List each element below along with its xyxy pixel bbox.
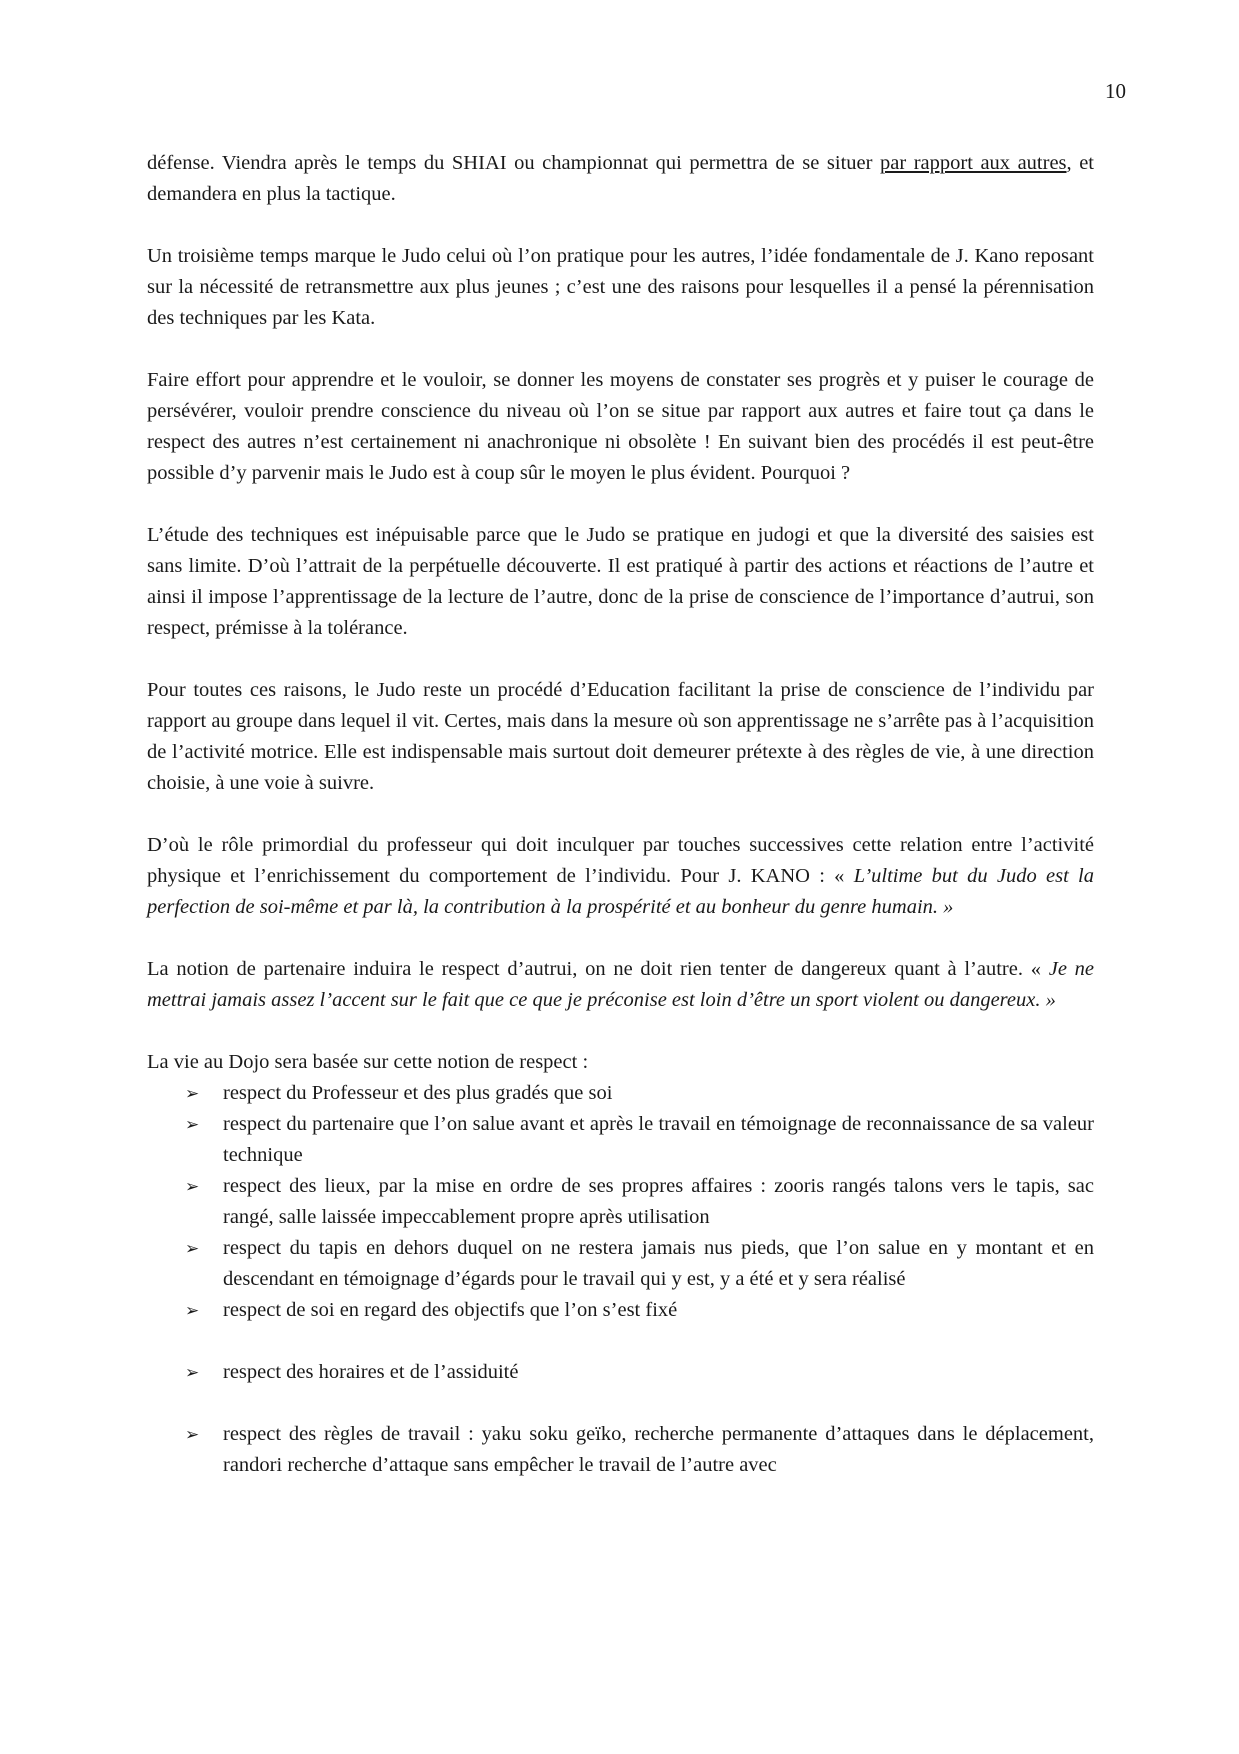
kano-quote-2: Je ne mettrai jamais assez l’accent sur le fait que ce que je préconise est loin d’être un sport violent ou dangereux. » <box>147 958 1095 1011</box>
arrow-bullet-icon: ➢ <box>185 1239 200 1258</box>
list-item <box>147 1357 1094 1388</box>
paragraph-3: Faire effort pour apprendre et le vouloir, se donner les moyens de constater ses progrès et y puiser le courage de persévérer, vouloir prendre conscience du niveau où l’on se situe par rapport aux autres et faire tout ça dans le respect des autres n’est certainement ni anachronique ni obsolète ! En suivant bien des procédés il est peut-être possible d’y parvenir mais le Judo est à coup sûr le moyen le plus évident. Pourquoi ? <box>147 369 1094 484</box>
list-item-text: respect du Professeur et des plus gradés que soi <box>223 1082 613 1104</box>
arrow-bullet-icon: ➢ <box>185 1115 200 1134</box>
list-item <box>147 1171 1094 1233</box>
list-item-text: respect du partenaire que l’on salue avant et après le travail en témoignage de reconnaissance de sa valeur technique <box>223 1113 1094 1166</box>
respect-list <box>147 1078 1094 1481</box>
underlined-phrase: par rapport aux autres <box>879 152 1067 174</box>
kano-quote: L’ultime but du Judo est la perfection de soi-même et par là, la contribution à la prospérité et au bonheur du genre humain. » <box>147 865 1094 918</box>
arrow-bullet-icon: ➢ <box>185 1177 200 1196</box>
paragraph-4: L’étude des techniques est inépuisable parce que le Judo se pratique en judogi et que la diversité des saisies est sans limite. D’où l’attrait de la perpétuelle découverte. Il est pratiqué à partir des actions et réactions de l’autre et ainsi il impose l’apprentissage de la lecture de l’autre, donc de la prise de conscience de l’importance d’autrui, son respect, prémisse à la tolérance. <box>147 524 1094 639</box>
arrow-bullet-icon: ➢ <box>185 1084 200 1103</box>
paragraph-7 <box>147 954 1094 1016</box>
paragraph-7-text: La notion de partenaire induira le respect d’autrui, on ne doit rien tenter de dangereux quant à l’autre. « <box>147 958 1049 980</box>
arrow-bullet-icon: ➢ <box>185 1425 200 1444</box>
list-item-text: respect de soi en regard des objectifs que l’on s’est fixé <box>223 1299 678 1321</box>
list-item-text: respect des horaires et de l’assiduité <box>223 1361 519 1383</box>
paragraph-1-text: défense. Viendra après le temps du SHIAI ou championnat qui permettra de se situer <box>147 152 880 174</box>
page-number: 10 <box>1105 79 1126 103</box>
document-body <box>147 148 1094 1481</box>
list-item-text: respect des lieux, par la mise en ordre de ses propres affaires : zooris rangés talons vers le tapis, sac rangé, salle laissée impeccablement propre après utilisation <box>223 1175 1094 1228</box>
paragraph-1-end: , et demandera en plus la tactique. <box>147 152 1094 205</box>
list-item <box>147 1109 1094 1171</box>
paragraph-6 <box>147 830 1094 923</box>
list-item <box>147 1078 1094 1109</box>
list-item <box>147 1233 1094 1295</box>
list-item <box>147 1295 1094 1326</box>
paragraph-6-text: D’où le rôle primordial du professeur qui doit inculquer par touches successives cette relation entre l’activité physique et l’enrichissement du comportement de l’individu. Pour J. KANO : « <box>147 834 1094 887</box>
arrow-bullet-icon: ➢ <box>185 1363 200 1382</box>
list-item <box>147 1419 1094 1481</box>
paragraph-2: Un troisième temps marque le Judo celui où l’on pratique pour les autres, l’idée fondamentale de J. Kano reposant sur la nécessité de retransmettre aux plus jeunes ; c’est une des raisons pour lesquelles il a pensé la pérennisation des techniques par les Kata. <box>147 245 1094 329</box>
list-item-text: respect du tapis en dehors duquel on ne restera jamais nus pieds, que l’on salue en y montant et en descendant en témoignage d’égards pour le travail qui y est, y a été et y sera réalisé <box>223 1237 1094 1290</box>
paragraph-5: Pour toutes ces raisons, le Judo reste un procédé d’Education facilitant la prise de conscience de l’individu par rapport au groupe dans lequel il vit. Certes, mais dans la mesure où son apprentissage ne s’arrête pas à l’acquisition de l’activité motrice. Elle est indispensable mais surtout doit demeurer prétexte à des règles de vie, à une direction choisie, à une voie à suivre. <box>147 679 1094 794</box>
paragraph-1 <box>147 148 1094 210</box>
list-item-text: respect des règles de travail : yaku soku geïko, recherche permanente d’attaques dans le déplacement, randori recherche d’attaque sans empêcher le travail de l’autre avec <box>223 1423 1094 1476</box>
list-intro: La vie au Dojo sera basée sur cette notion de respect : <box>147 1051 589 1073</box>
arrow-bullet-icon: ➢ <box>185 1301 200 1320</box>
